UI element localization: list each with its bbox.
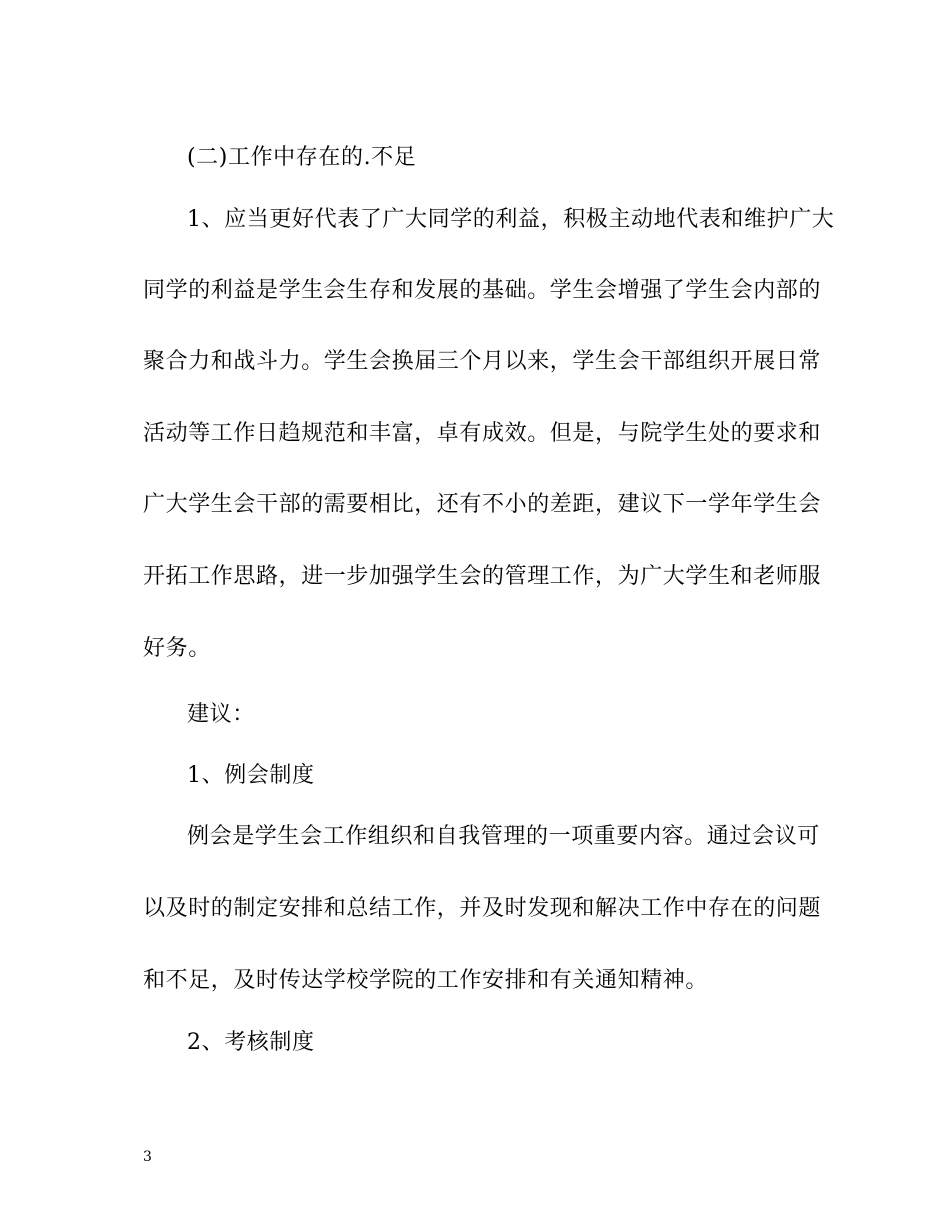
paragraph-line: 聚合力和战斗力。学生会换届三个月以来，学生会干部组织开展日常 xyxy=(143,349,822,374)
paragraph-line: 广大学生会干部的需要相比，还有不小的差距，建议下一学年学生会 xyxy=(143,492,822,517)
paragraph-line: 活动等工作日趋规范和丰富，卓有成效。但是，与院学生处的要求和 xyxy=(143,421,822,446)
suggestion-heading: 建议： xyxy=(187,702,255,727)
paragraph-line: 例会是学生会工作组织和自我管理的一项重要内容。通过会议可 xyxy=(187,824,820,849)
paragraph-line: 和不足，及时传达学校学院的工作安排和有关通知精神。 xyxy=(143,968,709,993)
paragraph-line: 同学的利益是学生会生存和发展的基础。学生会增强了学生会内部的 xyxy=(143,278,822,303)
page-number: 3 xyxy=(143,1149,152,1165)
list-item-heading: 2、考核制度 xyxy=(187,1030,315,1055)
section-heading: (二)工作中存在的.不足 xyxy=(187,145,417,170)
paragraph-line: 以及时的制定安排和总结工作，并及时发现和解决工作中存在的问题 xyxy=(143,896,822,921)
paragraph-line: 好务。 xyxy=(143,636,211,661)
paragraph-line: 开拓工作思路，进一步加强学生会的管理工作，为广大学生和老师服 xyxy=(143,564,822,589)
paragraph-line: 1、应当更好代表了广大同学的利益，积极主动地代表和维护广大 xyxy=(187,207,835,232)
list-item-heading: 1、例会制度 xyxy=(187,763,315,788)
